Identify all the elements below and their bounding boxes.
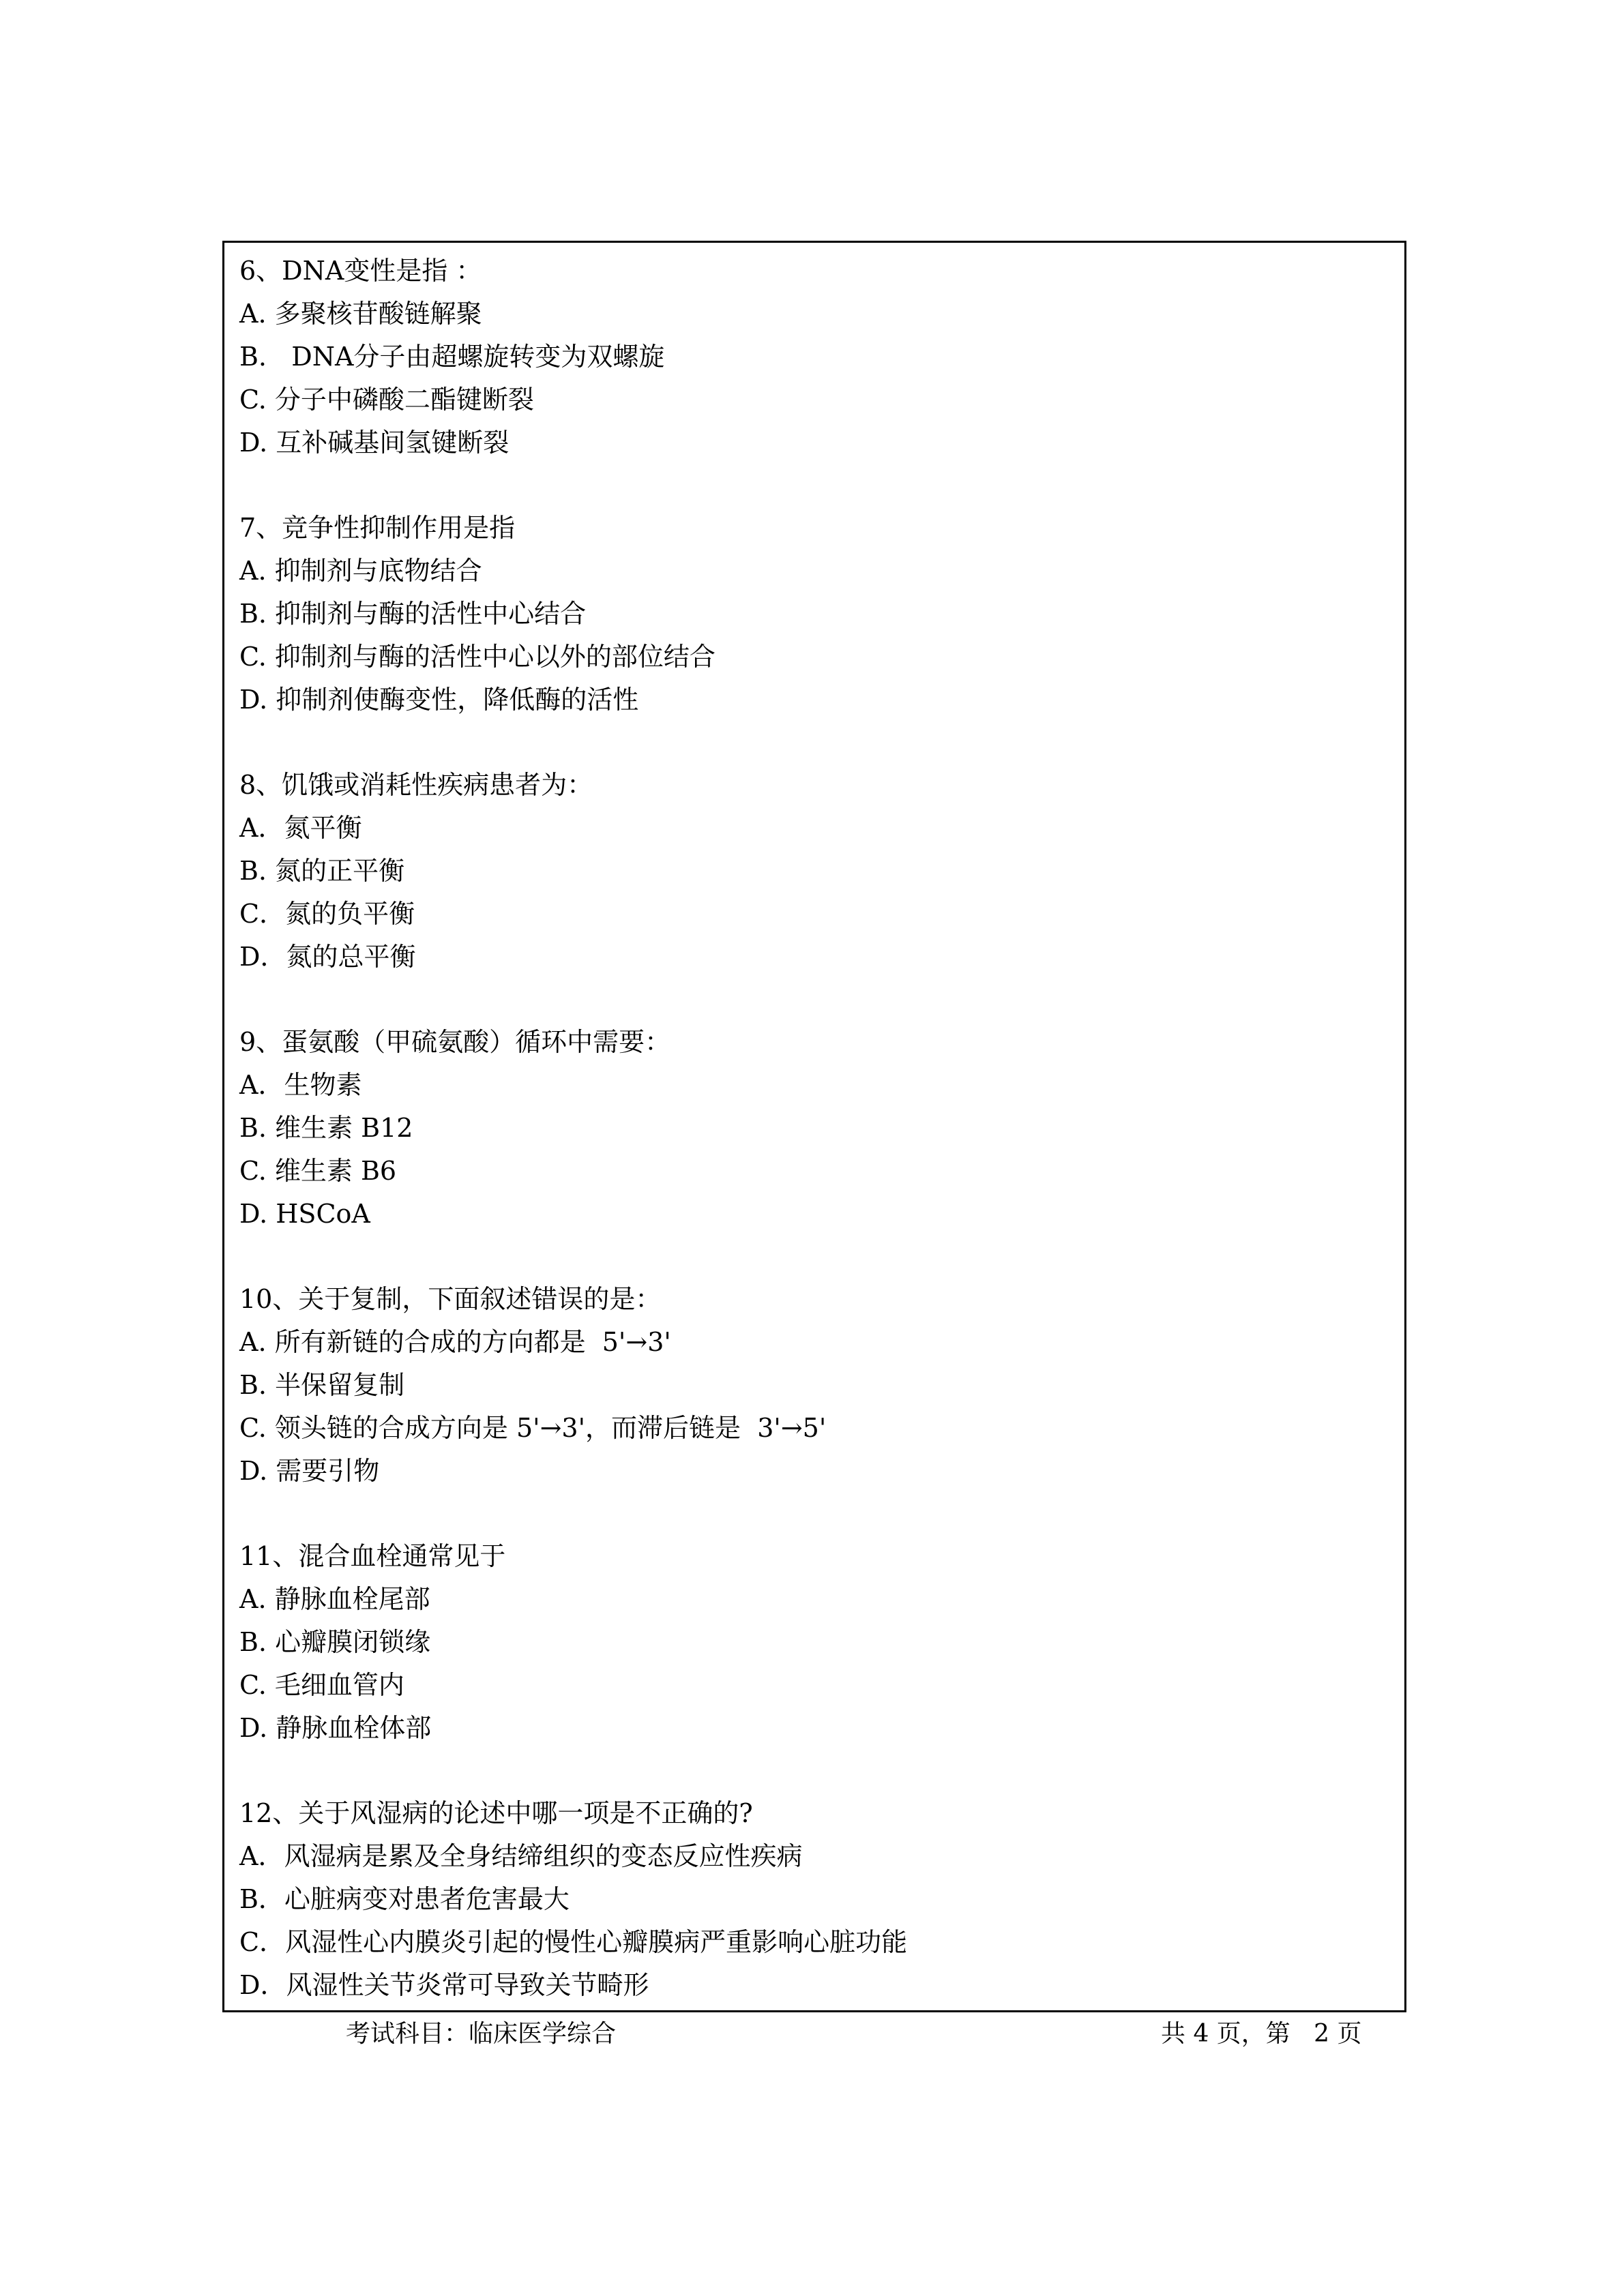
question-stem: 7、竞争性抑制作用是指 [239,513,516,543]
option-d: D. 互补碱基间氢键断裂 [239,428,510,458]
option-c: C. 维生素 B6 [239,1156,397,1186]
option-b: B. 维生素 B12 [239,1113,413,1143]
option-a: A．风湿病是累及全身结缔组织的变态反应性疾病 [239,1841,803,1871]
option-a: A．生物素 [239,1070,362,1100]
option-c: C. 分子中磷酸二酯键断裂 [239,385,534,415]
option-b: B. 半保留复制 [239,1370,405,1400]
option-b: B. 氮的正平衡 [239,856,405,886]
question-7 [239,507,1404,721]
option-c: C. 毛细血管内 [239,1670,404,1700]
question-10 [239,1278,1404,1493]
option-d: D. 抑制剂使酶变性，降低酶的活性 [239,685,639,715]
page-indicator: 共 4 页，第 2 页 [1161,2020,1362,2048]
option-b: B．心脏病变对患者危害最大 [239,1884,570,1914]
question-12 [239,1792,1404,2007]
option-a: A. 静脉血栓尾部 [239,1584,430,1614]
option-a: A. 抑制剂与底物结合 [239,556,482,586]
question-stem: 9、蛋氨酸（甲硫氨酸）循环中需要： [239,1027,671,1057]
exam-question-box [222,241,1406,2012]
question-stem: 6、DNA变性是指 ： [239,256,482,286]
option-d: D．氮的总平衡 [239,942,416,972]
question-stem: 8、饥饿或消耗性疾病患者为： [239,770,593,800]
option-b: B. 心瓣膜闭锁缘 [239,1627,431,1657]
question-11 [239,1535,1404,1750]
question-stem: 10、关于复制，下面叙述错误的是： [239,1284,662,1314]
question-stem: 12、关于风湿病的论述中哪一项是不正确的? [239,1798,753,1828]
option-b: B. DNA分子由超螺旋转变为双螺旋 [239,342,665,372]
option-a: A. 所有新链的合成的方向都是 5'→3' [239,1327,671,1357]
option-d: D．风湿性关节炎常可导致关节畸形 [239,1970,649,2000]
option-b: B. 抑制剂与酶的活性中心结合 [239,599,587,629]
question-stem: 11、混合血栓通常见于 [239,1541,506,1571]
option-c: C．氮的负平衡 [239,899,415,929]
option-d: D. 静脉血栓体部 [239,1713,432,1743]
question-6 [239,250,1404,464]
option-c: C. 领头链的合成方向是 5'→3'，而滞后链是 3'→5' [239,1413,827,1443]
option-d: D. HSCoA [239,1199,370,1229]
question-8 [239,764,1404,979]
option-a: A．氮平衡 [239,813,362,843]
option-d: D. 需要引物 [239,1456,380,1486]
option-c: C. 抑制剂与酶的活性中心以外的部位结合 [239,642,715,672]
question-9 [239,1021,1404,1236]
option-a: A. 多聚核苷酸链解聚 [239,299,482,329]
option-c: C．风湿性心内膜炎引起的慢性心瓣膜病严重影响心脏功能 [239,1927,908,1957]
exam-subject: 考试科目：临床医学综合 [346,2020,617,2048]
